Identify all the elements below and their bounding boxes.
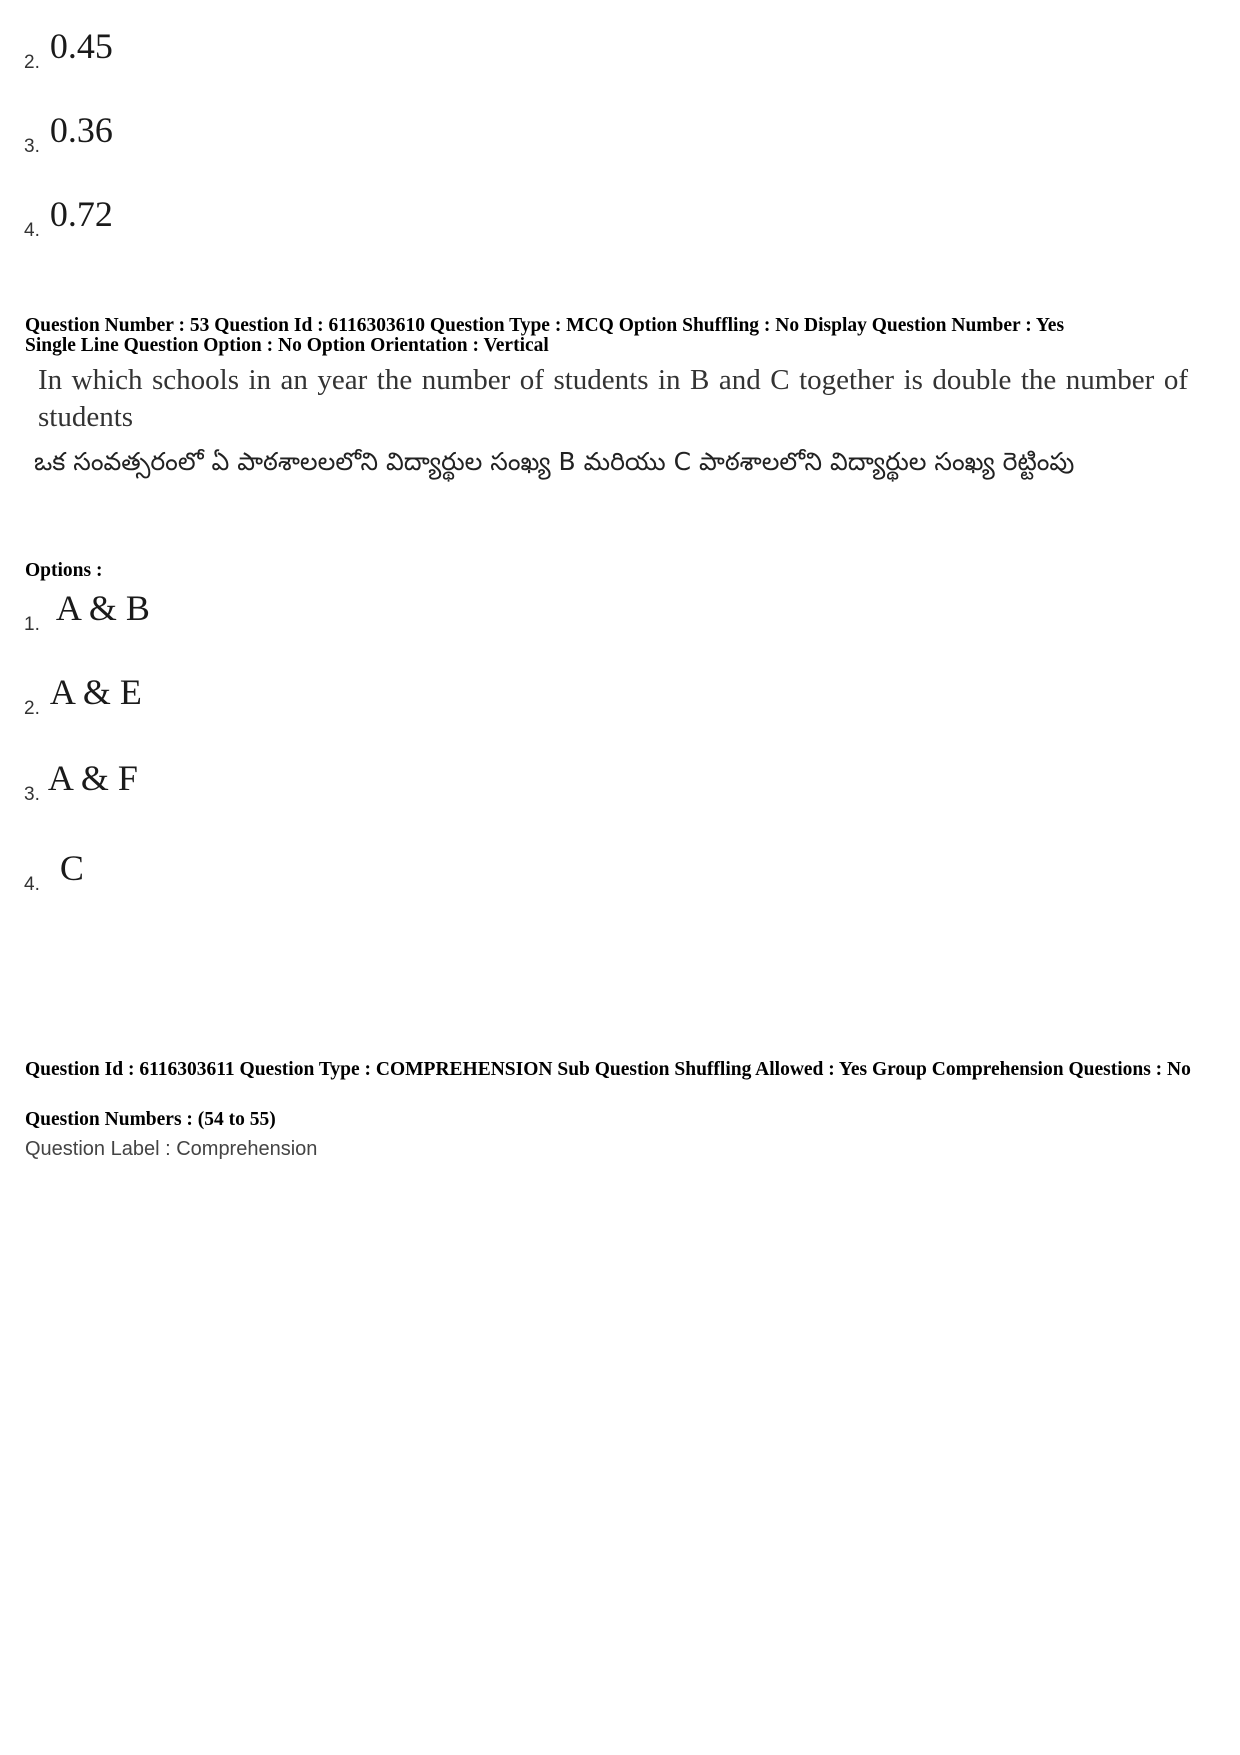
option-value: A & B	[55, 588, 150, 628]
option-value: 0.72	[49, 194, 113, 234]
option-3[interactable]	[24, 760, 138, 804]
option-4[interactable]	[24, 850, 84, 894]
option-value: 0.45	[49, 26, 113, 66]
option-value: 0.36	[49, 110, 113, 150]
option-number: 1.	[24, 614, 40, 635]
question-53-meta	[25, 316, 1195, 356]
option-value: A & E	[49, 672, 142, 712]
option-number: 2.	[24, 52, 40, 73]
option-1[interactable]	[24, 590, 150, 634]
option-number: 4.	[24, 874, 40, 895]
prev-option-4	[24, 196, 113, 240]
option-2[interactable]	[24, 674, 142, 718]
prev-option-3	[24, 112, 113, 156]
question-label: Question Label : Comprehension	[25, 1138, 318, 1160]
option-number: 4.	[24, 220, 40, 241]
options-heading: Options :	[25, 560, 103, 581]
option-number: 3.	[24, 136, 40, 157]
option-number: 3.	[24, 784, 40, 805]
comprehension-meta: Question Id : 6116303611 Question Type : COMPREHENSION Sub Question Shuffling Allowed : Yes Group Comprehension Questions : No	[25, 1059, 1191, 1080]
comprehension-question-numbers: Question Numbers : (54 to 55)	[25, 1109, 276, 1130]
prev-option-2	[24, 28, 113, 72]
option-number: 2.	[24, 698, 40, 719]
question-text-english: In which schools in an year the number of students in B and C together is double the number of students	[38, 364, 1188, 433]
question-meta-line-1: Question Number : 53 Question Id : 6116303610 Question Type : MCQ Option Shuffling : No Display Question Number : Yes	[25, 315, 1065, 336]
question-text-telugu: ఒక సంవత్సరంలో ఏ పాఠశాలలలోని విద్యార్థుల సంఖ్య B మరియు C పాఠశాలలోని విద్యార్థుల సంఖ్య రెట్టింపు	[34, 447, 1075, 476]
question-meta-line-2: Single Line Question Option : No Option Orientation : Vertical	[25, 335, 549, 356]
option-value: C	[59, 848, 84, 888]
option-value: A & F	[47, 758, 138, 798]
